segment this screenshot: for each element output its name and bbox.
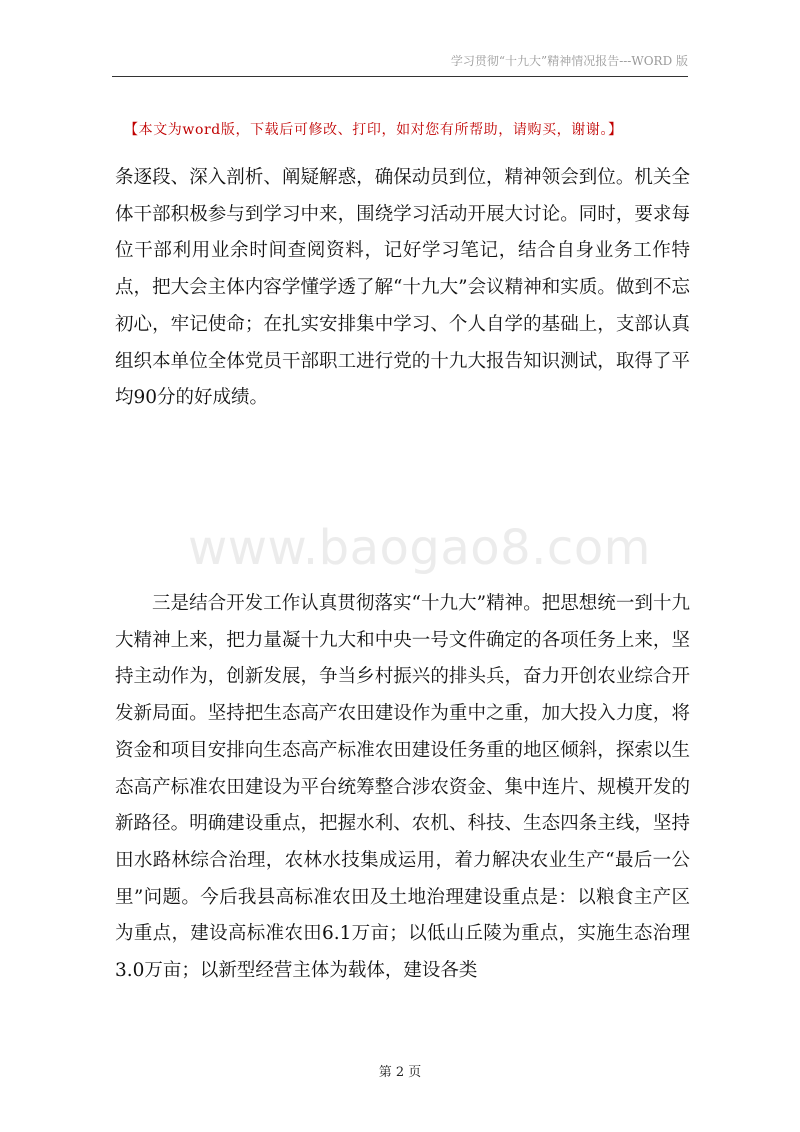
- download-notice: 【本文为word版，下载后可修改、打印，如对您有所帮助，请购买，谢谢。】: [124, 122, 623, 138]
- body-paragraph: 条逐段、深入剖析、阐疑解惑，确保动员到位，精神领会到位。机关全体干部积极参与到学习中来，围绕学习活动开展大讨论。同时，要求每位干部利用业余时间查阅资料，记好学习笔记，结合自身业务工作特点，把大会主体内容学懂学透了解“十九大”会议精神和实质。做到不忘初心，牢记使命；在扎实安排集中学习、个人自学的基础上，支部认真组织本单位全体党员干部职工进行党的十九大报告知识测试，取得了平均90分的好成绩。: [115, 167, 690, 409]
- header-title: 学习贯彻“十九大”精神情况报告---WORD 版: [450, 54, 688, 68]
- page-number: 第 2 页: [378, 1065, 422, 1080]
- body-paragraph: 三是结合开发工作认真贯彻落实“十九大”精神。把思想统一到十九大精神上来，把力量凝十九大和中央一号文件确定的各项任务上来，坚持主动作为，创新发展，争当乡村振兴的排头兵，奋力开创农业综合开发新局面。坚持把生态高产农田建设作为重中之重，加大投入力度，将资金和项目安排向生态高产标准农田建设任务重的地区倾斜，探索以生态高产标准农田建设为平台统筹整合涉农资金、集中连片、规模开发的新路径。明确建设重点，把握水利、农机、科技、生态四条主线，坚持田水路林综合治理，农林水技集成运用，着力解决农业生产“最后一公里”问题。今后我县高标准农田及土地治理建设重点是：以粮食主产区为重点，建设高标准农田6.1万亩；以低山丘陵为重点，实施生态治理3.0万亩；以新型经营主体为载体，建设各类: [115, 593, 690, 982]
- watermark: www.baogao8.com: [188, 520, 651, 576]
- page-header: [112, 48, 688, 77]
